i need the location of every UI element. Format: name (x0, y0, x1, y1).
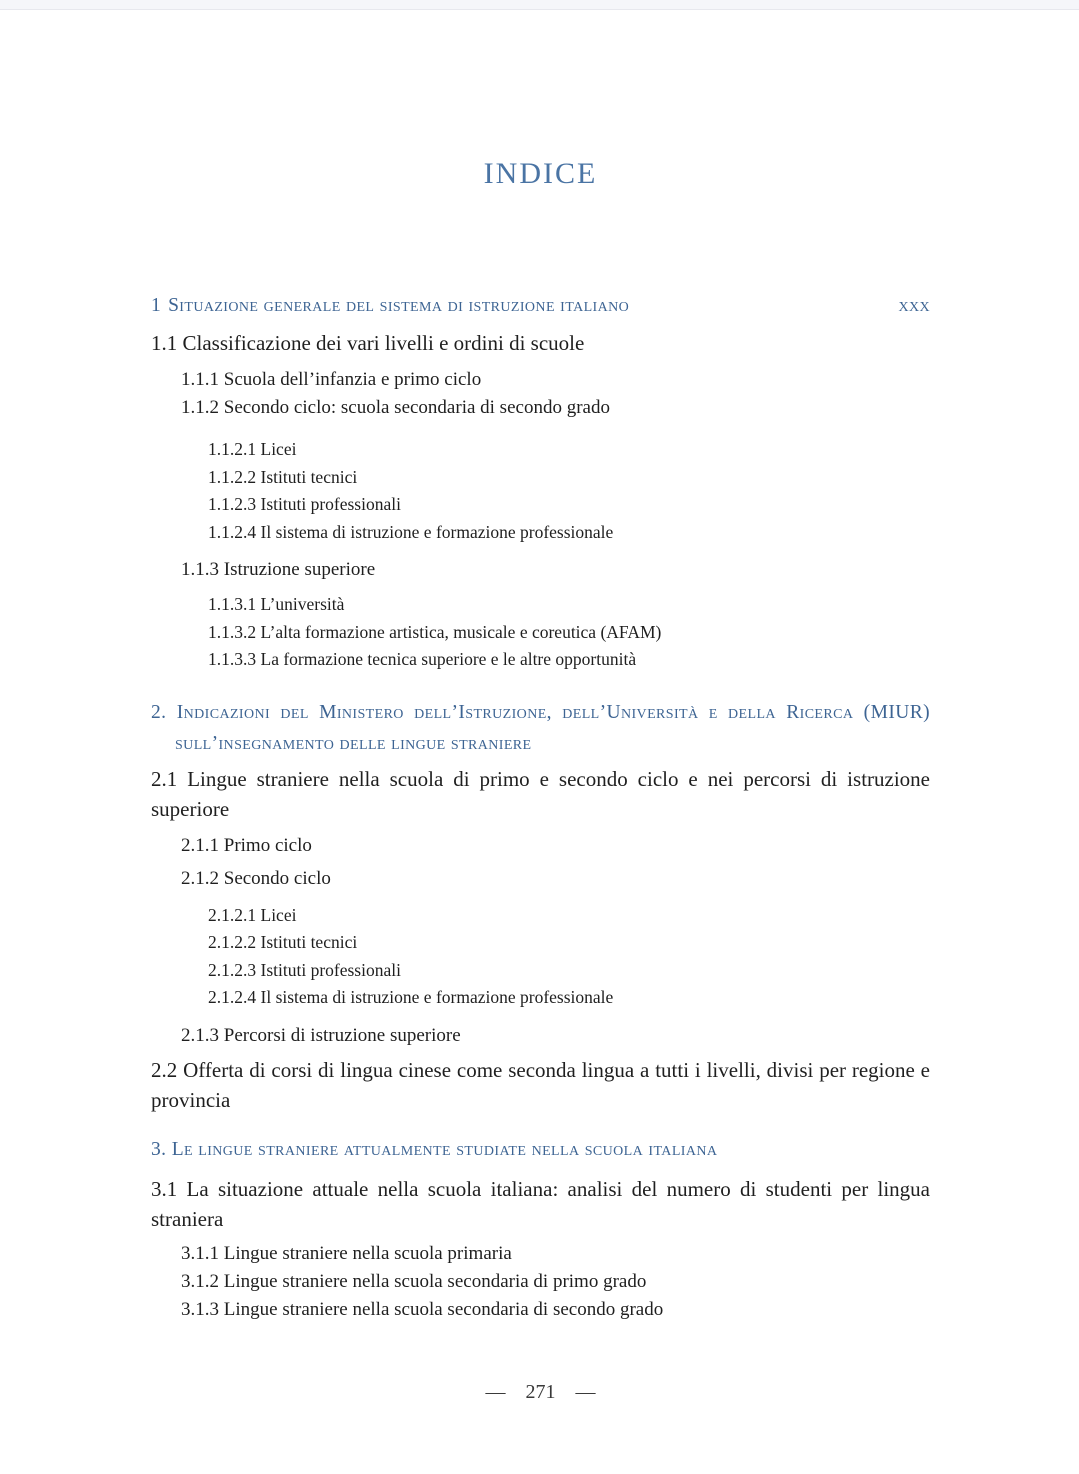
toc-entry-text: L’università (260, 594, 345, 614)
toc-entry-text: Secondo ciclo (223, 867, 331, 889)
toc-entry-text: Indicazioni del Ministero dell’Istruzione, dell’Università e della Ricerca (MIUR) sull’insegnamento delle lingue straniere (175, 701, 930, 754)
toc-entry-3-1 (151, 1174, 930, 1234)
toc-entry-text: Offerta di corsi di lingua cinese come seconda lingua a tutti i livelli, divisi per regione e provincia (151, 1057, 931, 1112)
toc-entry-text: Licei (260, 439, 297, 459)
toc-entry-number: 1.1 (151, 331, 178, 355)
toc-entry-number: 1.1.2.1 (208, 439, 257, 459)
toc-entry-number: 3.1.3 (181, 1298, 219, 1320)
footer-dash-left: — (485, 1380, 506, 1403)
toc-entry-number: 3. (151, 1138, 167, 1160)
toc-entry-number: 2.1.1 (181, 834, 219, 856)
toc-entry-text: L’alta formazione artistica, musicale e coreutica (AFAM) (260, 621, 662, 642)
top-edge-strip (0, 0, 1079, 10)
toc-entry-text: Secondo ciclo: scuola secondaria di secondo grado (223, 397, 610, 418)
page-title: INDICE (483, 157, 598, 190)
toc-section-3 (151, 1137, 930, 1163)
toc-entry-2-1-2-3 (208, 957, 930, 985)
toc-section-1-page-number: xxx (898, 295, 930, 316)
toc-entry-number: 1.1.2.2 (208, 466, 257, 487)
toc-entry-1-1-2-3 (208, 491, 930, 519)
toc-entry-3-1-3 (181, 1296, 930, 1324)
toc-entry-1-1-2 (181, 394, 930, 422)
toc-entry-number: 2. (151, 701, 167, 723)
toc-entry-number: 1.1.1 (181, 369, 219, 390)
toc-entry-2-1 (151, 764, 930, 824)
toc-entry-2-1-2-1 (208, 902, 930, 930)
toc-entry-text: Istituti professionali (260, 494, 401, 514)
toc-entry-2-1-1 (181, 832, 930, 860)
footer-dash-right: — (575, 1380, 596, 1403)
toc-section-1 (151, 292, 930, 319)
toc-entry-text: Il sistema di istruzione e formazione professionale (260, 521, 614, 542)
toc-entry-text: Istituti tecnici (260, 932, 358, 952)
toc-entry-text: La situazione attuale nella scuola italiana: analisi del numero di studenti per lingua straniera (151, 1176, 930, 1231)
toc-entry-1-1-1 (181, 366, 930, 394)
page-footer (151, 1380, 930, 1404)
toc-entry-number: 1.1.2.4 (208, 521, 257, 542)
toc-entry-number: 1.1.3.1 (208, 594, 257, 614)
toc-entry-text: Istituti tecnici (260, 466, 358, 487)
toc-group-1-1-3-x (151, 591, 930, 674)
toc-entry-text: Primo ciclo (223, 834, 312, 856)
toc-entry-text: Il sistema di istruzione e formazione professionale (260, 987, 614, 1007)
toc-section-2 (151, 697, 930, 759)
toc-entry-2-1-2-2 (208, 929, 930, 957)
toc-entry-text: Lingue straniere nella scuola di primo e secondo ciclo e nei percorsi di istruzione superiore (151, 766, 930, 821)
toc-entry-number: 1 (151, 295, 162, 316)
toc-entry-number: 3.1.2 (181, 1270, 219, 1292)
toc-entry-text: Istituti professionali (260, 959, 401, 980)
toc-entry-text: Istruzione superiore (223, 559, 376, 580)
toc-entry-number: 2.1.2.1 (208, 904, 257, 925)
toc-entry-1-1-3 (181, 556, 930, 584)
toc-entry-number: 3.1 (151, 1176, 178, 1201)
toc-entry-1-1-3-1 (208, 591, 930, 619)
toc-entry-1-1-2-4 (208, 519, 930, 547)
toc-entry-2-1-2-4 (208, 984, 930, 1012)
toc-group-1-1-x (151, 366, 930, 422)
toc-entry-number: 2.1.2.4 (208, 987, 257, 1007)
toc-group-1-1-2-x (151, 436, 930, 546)
footer-page-number: 271 (525, 1380, 556, 1403)
toc-entry-text: Percorsi di istruzione superiore (223, 1024, 461, 1046)
toc-entry-number: 2.1 (151, 766, 178, 791)
toc-entry-1-1 (151, 328, 930, 358)
toc-entry-number: 2.1.2 (181, 867, 219, 889)
toc-entry-2-2 (151, 1055, 930, 1115)
toc-entry-2-1-2 (181, 865, 930, 893)
toc-entry-text: Lingue straniere nella scuola secondaria di secondo grado (223, 1298, 664, 1320)
toc-entry-text: Licei (260, 904, 297, 925)
toc-entry-text: Le lingue straniere attualmente studiate nella scuola italiana (171, 1138, 718, 1160)
toc-entry-number: 1.1.3.2 (208, 621, 257, 642)
toc-entry-1-1-2-2 (208, 464, 930, 492)
toc-entry-number: 1.1.2 (181, 397, 219, 418)
toc-entry-text: La formazione tecnica superiore e le altre opportunità (260, 649, 637, 669)
toc-entry-number: 1.1.2.3 (208, 494, 257, 514)
toc-entry-text: Lingue straniere nella scuola secondaria di primo grado (223, 1270, 647, 1292)
toc-entry-3-1-1 (181, 1240, 930, 1268)
toc-entry-3-1-2 (181, 1268, 930, 1296)
document-page (0, 156, 1079, 1404)
toc-section-1-label (151, 292, 629, 319)
toc-entry-text: Scuola dell’infanzia e primo ciclo (223, 369, 482, 390)
toc-entry-number: 2.1.3 (181, 1024, 219, 1046)
toc-entry-2-1-3 (181, 1022, 930, 1050)
toc-entry-text: Situazione generale del sistema di istruzione italiano (168, 295, 630, 316)
toc-entry-number: 2.1.2.3 (208, 959, 257, 980)
toc-entry-number: 1.1.3 (181, 559, 219, 580)
toc-group-3-1-x (151, 1240, 930, 1324)
toc-entry-number: 3.1.1 (181, 1242, 219, 1264)
toc-entry-number: 2.1.2.2 (208, 932, 257, 952)
toc-entry-1-1-3-2 (208, 619, 930, 647)
toc-group-2-1-2-x (151, 902, 930, 1012)
toc-entry-1-1-2-1 (208, 436, 930, 464)
toc-entry-number: 1.1.3.3 (208, 649, 257, 669)
toc-entry-text: Classificazione dei vari livelli e ordini di scuole (182, 331, 585, 355)
toc-entry-1-1-3-3 (208, 646, 930, 674)
toc-entry-text: Lingue straniere nella scuola primaria (223, 1242, 512, 1264)
toc-entry-number: 2.2 (151, 1057, 178, 1082)
